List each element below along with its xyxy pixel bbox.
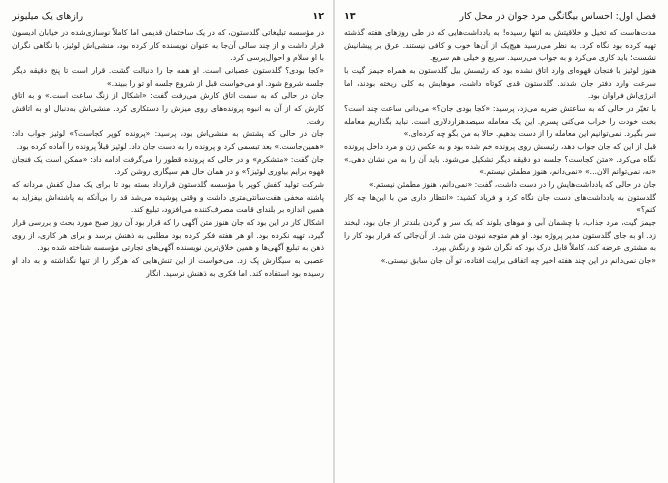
- left-paragraph: «کجا بودی؟ گلدستون عصبانی است. او همه جا را دنبالت گشت. قرار است تا پنج دقیقه دیگر جلسه شروع شود. او می‌خواست قبل از شروع جلسه او تو را ببیند.»: [12, 65, 324, 88]
- right-page-body: [344, 27, 656, 268]
- right-paragraph: با تغیّر در حالی که به ساعتش ضربه می‌زد، پرسید: «کجا بودی جان؟» می‌دانی ساعت چند است؟ بخت خودت را خراب می‌کنی پسرم. این یک معامله سیصدهزاردلاری است. نباید بگذاریم معامله سر بگیرد. نمی‌توانیم این معامله را از دست بدهیم. حالا به من بگو چه کرده‌ای.»: [344, 103, 656, 139]
- left-page: [12, 8, 324, 478]
- left-paragraph: در مؤسسه تبلیغاتی گلدستون، که در یک ساختمان قدیمی اما کاملاً نوسازی‌شده در خیابان ادیسون قرار داشت و از چند سالی آن‌جا به عنوان نویسنده کار کرده بود، منشی‌اش لوئیز، با نگاهی نگران با او سلام و احوال‌پرسی کرد.: [12, 28, 324, 63]
- left-book-title: رازهای یک میلیونر: [12, 10, 84, 22]
- right-paragraph: «جان نمی‌دانم در این چند هفته اخیر چه اتفاقی برایت افتاده، تو آن جان سابق نیستی.»: [380, 256, 656, 265]
- right-paragraph: جان در حالی که یادداشت‌هایش را در دست داشت، گفت: «نمی‌دانم، هنوز مطمئن نیستم.»: [368, 179, 656, 189]
- right-paragraph: قبل از این که جان جواب دهد، رئیسش روی پرونده خم شده بود و به عکس زن و مرد داخل پرونده نگاه می‌کرد. «متن کجاست؟ جلسه دو دقیقه دیگر تشکیل می‌شود. باید آن را به من نشان دهی.» «نه، نمی‌توانم الان...» «نمی‌دانم، هنوز مطمئن نیستم.»: [344, 141, 656, 177]
- right-paragraph: مدت‌هاست که تخیل و خلاقیتش به انتها رسیده! به یادداشت‌هایی که در طی روزهای هفته گذشته تهیه کرده بود نگاه کرد. به نظر می‌رسید هیچ‌یک از آن‌ها خوب و کافی نیستند. عرق بر پیشانیش نشست؛ باید کاری می‌کرد و به جواب می‌رسید. سریع و خیلی هم سریع.: [344, 28, 656, 63]
- right-paragraph: هنوز لوئیز با فنجان قهوه‌ای وارد اتاق نشده بود که رئیسش بیل گلدستون به همراه جیمز گیت با سرعت وارد دفتر جان شدند. گلدستون قدی کوتاه داشت، موهایش به کلی ریخته بودند، اما انرژی‌اش فراوان بود.: [344, 65, 656, 101]
- left-paragraph: جان گفت: «متشکرم» و در حالی که پرونده قطور را می‌گرفت ادامه داد: «ممکن است یک فنجان قهوه برایم بیاوری لوئیز؟» و در همان حال هم سیگاری روشن کرد.: [12, 154, 324, 177]
- right-page-header: [344, 8, 656, 24]
- right-paragraph: گلدستون به یادداشت‌های دست جان نگاه کرد و فریاد کشید: «انتظار داری من با این‌ها چه کار کنم؟»: [344, 192, 656, 215]
- left-page-number: ۱۲: [312, 10, 324, 22]
- left-page-body: [12, 27, 324, 280]
- left-paragraph: جان در حالی که پشتش به منشی‌اش بود، پرسید: «پرونده کوپر کجاست؟» لوئیز جواب داد: «همین‌جاست.» بعد تبسمی کرد و پرونده را به دست جان داد. لوئیز قبلاً پرونده را آماده کرده بود.: [12, 129, 324, 151]
- right-page-number: ۱۳: [344, 10, 356, 22]
- right-page: [344, 8, 656, 478]
- left-paragraph: اشکال کار در این بود که جان هنوز متن آگهی را که قرار بود آن روز صبح مورد بحث و بررسی قرار گیرد، تهیه نکرده بود. او هر هفته فکر کرده بود مطلبی به ذهنش برسد و برای هر کاری، از روی ذهن به تبلیغ آگهی‌ها و همین خلاق‌ترین نویسنده آگهی‌های تجارتی مؤسسه شناخته شده بود.: [12, 218, 324, 253]
- right-paragraph: جیمز گیت، مرد جذاب، با چشمان آبی و موهای بلوند که یک سر و گردن بلندتر از جان بود، لبخند زد. او به جای گلدستون مدیر پروژه بود. او هم متوجه نبودن متن شد. از آن‌جائی که قرار بود کار را به مشتری عرضه کند، کاملاً قابل درک بود که نگران شود و رنگش بپرد.: [344, 218, 656, 253]
- left-paragraph: عصبی به سیگارش پک زد. می‌خواست از این تنش‌هایی که هرگز را از تنها نگذاشته و به داد او رسیده بود استفاده کند. اما فکری به ذهنش نرسید. انگار: [12, 256, 324, 278]
- left-paragraph: شرکت تولید کفش کوپر با مؤسسه گلدستون قرارداد بسته بود تا برای یک مدل کفش مردانه که پاشنه مخفی هفت‌سانتی‌متری داشت و وقتی پوشیده می‌شد قد را بی‌آنکه به پاشنه‌اش بیفزاید به همین اندازه بر بلندای قامت مصرف‌کننده می‌افزود، تبلیغ کند.: [12, 180, 324, 215]
- left-page-header: [12, 8, 324, 24]
- left-paragraph: جان در حالی که به سمت اتاق کارش می‌رفت گفت: «اشکال از زنگ ساعت است.» و به اتاق کارش که از آن به انبوه پرونده‌های روی میزش را دستکاری کرد. منشی‌اش به‌دنبال او به اتاقش رفت.: [12, 91, 324, 126]
- right-chapter-title: فصل اول: احساس بیگانگی مرد جوان در محل کار: [459, 10, 656, 22]
- book-gutter: [333, 0, 335, 483]
